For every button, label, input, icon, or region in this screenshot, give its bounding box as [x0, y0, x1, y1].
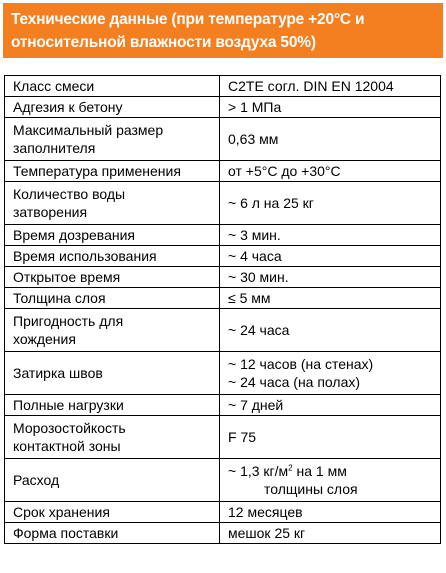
table-row [5, 459, 441, 502]
value-cell [220, 118, 441, 161]
table-row [5, 246, 441, 267]
table-row [5, 395, 441, 416]
value-text [228, 462, 432, 480]
param-text: Форма поставки [13, 525, 119, 541]
value-text: C2TE согл. DIN EN 12004 [228, 78, 394, 94]
param-text: Время использования [13, 248, 157, 264]
table-row [5, 118, 441, 161]
value-cell [220, 182, 441, 225]
param-cell [5, 309, 220, 352]
value-text: от +5°С до +30°С [228, 163, 341, 179]
param-cell [5, 118, 220, 161]
param-cell [5, 76, 220, 97]
value-cell [220, 161, 441, 182]
table-row [5, 352, 441, 395]
value-text: ~ 6 л на 25 кг [228, 195, 314, 211]
value-cell [220, 352, 441, 395]
param-text: Температура применения [13, 163, 181, 179]
param-cell [5, 502, 220, 523]
value-text: мешок 25 кг [228, 525, 306, 541]
value-text: ~ 30 мин. [228, 269, 289, 285]
value-text: > 1 МПа [228, 99, 282, 115]
param-cell [5, 352, 220, 395]
value-text-tail: на 1 мм [292, 463, 347, 479]
value-cell [220, 267, 441, 288]
table-row [5, 76, 441, 97]
table-row [5, 182, 441, 225]
table-row [5, 309, 441, 352]
param-text: Открытое время [13, 269, 121, 285]
param-text: Срок хранения [13, 504, 110, 520]
param-text: Затирка швов [13, 365, 103, 381]
value-text: ~ 12 часов (на стенах) [228, 356, 374, 372]
header-title-line-2: относительной влажности воздуха 50%) [11, 34, 316, 51]
param-text: Количество воды [13, 186, 126, 202]
table-row [5, 523, 441, 544]
value-cell [220, 225, 441, 246]
value-cell [220, 246, 441, 267]
param-cell [5, 182, 220, 225]
param-text: Пригодность для [13, 313, 124, 329]
value-text-main: ~ 1,3 кг/м [228, 463, 289, 479]
header-title-line-1: Технические данные (при температуре +20°С и [11, 11, 365, 28]
value-text: толщины слоя [264, 481, 358, 497]
param-cell [5, 288, 220, 309]
param-cell [5, 459, 220, 502]
param-text: Время дозревания [13, 227, 135, 243]
value-text: ~ 7 дней [228, 397, 284, 413]
param-text: контактной зоны [13, 438, 121, 454]
value-cell [220, 523, 441, 544]
value-cell [220, 97, 441, 118]
param-cell [5, 161, 220, 182]
value-text: ~ 24 часа [228, 322, 290, 338]
value-text: F 75 [228, 429, 257, 445]
param-cell [5, 97, 220, 118]
value-cell [220, 502, 441, 523]
table-row [5, 97, 441, 118]
header-banner [3, 3, 443, 58]
param-text: Толщина слоя [13, 290, 106, 306]
value-cell [220, 459, 441, 502]
param-cell [5, 267, 220, 288]
param-cell [5, 246, 220, 267]
value-text: ~ 24 часа (на полах) [228, 374, 361, 390]
value-text: 12 месяцев [228, 504, 303, 520]
param-cell [5, 523, 220, 544]
param-text: заполнителя [13, 140, 96, 156]
param-text: Класс смеси [13, 78, 95, 94]
spec-table-body [5, 76, 441, 544]
table-row [5, 161, 441, 182]
param-cell [5, 395, 220, 416]
param-text: хождения [13, 331, 76, 347]
param-text: Расход [13, 472, 60, 488]
spec-table [4, 75, 441, 544]
param-text: Адгезия к бетону [13, 99, 123, 115]
param-text: Максимальный размер [13, 122, 164, 138]
table-row [5, 502, 441, 523]
value-cell [220, 395, 441, 416]
table-row [5, 225, 441, 246]
value-text: ~ 4 часа [228, 248, 282, 264]
value-text: 0,63 мм [228, 131, 279, 147]
param-cell [5, 225, 220, 246]
param-cell [5, 416, 220, 459]
value-cell [220, 416, 441, 459]
param-text: Полные нагрузки [13, 397, 124, 413]
value-cell [220, 288, 441, 309]
value-cell [220, 76, 441, 97]
param-text: Морозостойкость [13, 420, 126, 436]
value-text: ~ 3 мин. [228, 227, 281, 243]
value-superscript: 2 [288, 463, 293, 473]
table-row [5, 416, 441, 459]
param-text: затворения [13, 204, 88, 220]
table-row [5, 288, 441, 309]
value-cell [220, 309, 441, 352]
table-row [5, 267, 441, 288]
value-text: ≤ 5 мм [228, 290, 271, 306]
